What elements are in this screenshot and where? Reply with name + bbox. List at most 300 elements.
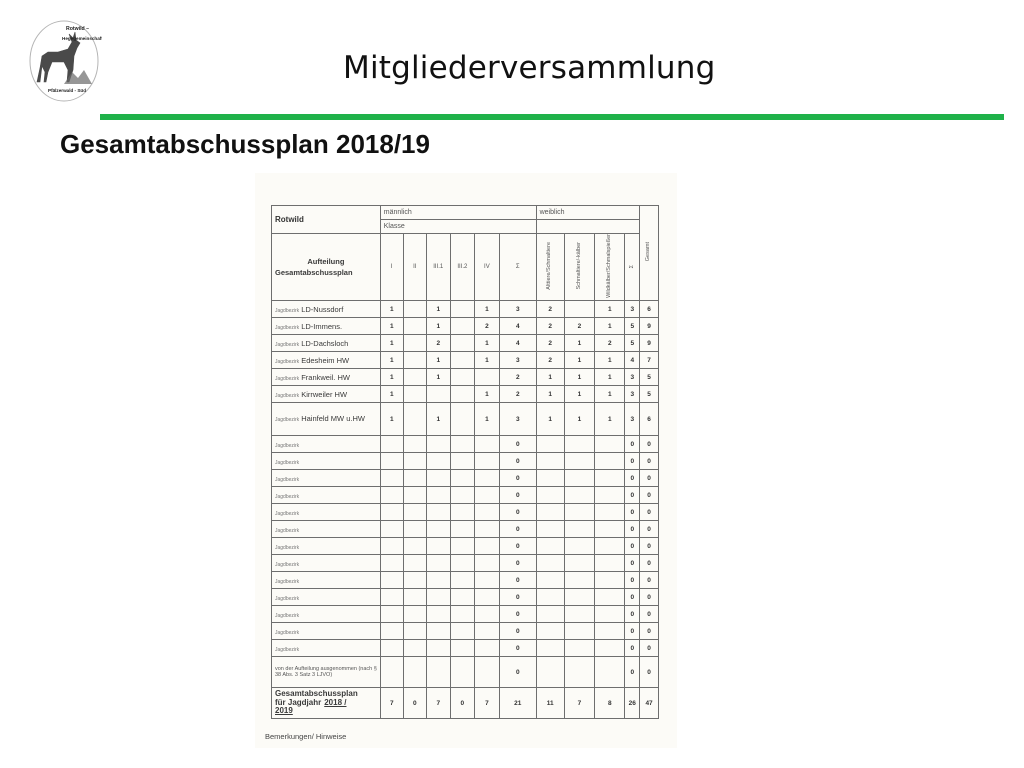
value-cell: 1 [380,386,403,403]
value-cell [426,386,450,403]
value-cell: 0 [499,436,536,453]
value-cell: 1 [380,352,403,369]
district-name-cell [272,487,381,504]
value-cell: 0 [450,688,474,719]
value-cell: 2 [536,318,564,335]
value-cell [426,589,450,606]
value-cell [595,623,625,640]
female-class-blank [536,220,640,234]
row-header-line1: Aufteilung [307,256,345,266]
value-cell [450,352,474,369]
value-cell [450,555,474,572]
value-cell [403,521,426,538]
table-row [272,606,659,623]
district-prefix: Jagdbezirk [275,341,300,348]
value-cell [564,572,594,589]
table-row [272,555,659,572]
value-cell: 0 [640,521,659,538]
value-cell [564,606,594,623]
value-cell: 0 [625,538,640,555]
value-cell [564,589,594,606]
value-cell [450,403,474,436]
value-cell: 0 [499,521,536,538]
value-cell: 1 [536,386,564,403]
value-cell: 1 [426,318,450,335]
value-cell: 0 [625,572,640,589]
value-cell [474,487,499,504]
value-cell [474,453,499,470]
value-cell: 2 [536,352,564,369]
value-cell [403,352,426,369]
value-cell: 0 [499,453,536,470]
value-cell [426,453,450,470]
value-cell: 1 [474,335,499,352]
value-cell: 1 [595,403,625,436]
total-label-line3 [275,707,380,716]
value-cell: 0 [499,640,536,657]
value-cell [403,487,426,504]
value-cell [403,301,426,318]
value-cell [536,640,564,657]
class-label: Klasse [380,220,536,234]
value-cell [595,657,625,688]
value-cell [474,436,499,453]
value-cell: 0 [640,589,659,606]
value-cell [536,623,564,640]
value-cell [426,555,450,572]
value-cell: 1 [380,403,403,436]
district-name: LD-Dachsloch [301,338,349,348]
value-cell [595,589,625,606]
value-cell [450,436,474,453]
logo [28,16,102,106]
district-name-cell [272,436,381,453]
remarks-label: Bemerkungen/ Hinweise [265,732,347,741]
value-cell: 4 [499,335,536,352]
value-cell [426,623,450,640]
value-cell [403,657,426,688]
value-cell [595,606,625,623]
value-cell [426,640,450,657]
value-cell: 7 [640,352,659,369]
value-cell [403,470,426,487]
class-header: I [380,234,403,301]
male-header: männlich [380,206,536,220]
value-cell: 0 [499,487,536,504]
value-cell: 0 [499,657,536,688]
value-cell: 0 [640,436,659,453]
total-label-year-b: 2019 [275,706,293,716]
district-name-cell [272,504,381,521]
value-cell: 1 [380,301,403,318]
value-cell [595,521,625,538]
district-prefix: Jagdbezirk [275,629,300,636]
value-cell [564,555,594,572]
value-cell [536,436,564,453]
value-cell: 0 [625,589,640,606]
value-cell [536,657,564,688]
value-cell [380,606,403,623]
value-cell: 1 [380,335,403,352]
value-cell [450,640,474,657]
table-row [272,369,659,386]
value-cell: 0 [625,453,640,470]
district-name-cell [272,369,381,386]
table-row [272,335,659,352]
value-cell: 1 [474,403,499,436]
value-cell: 1 [536,369,564,386]
value-cell: 0 [640,606,659,623]
value-cell [450,504,474,521]
value-cell [536,453,564,470]
value-cell [380,657,403,688]
table-row [272,301,659,318]
table-row [272,403,659,436]
value-cell [403,555,426,572]
district-name-cell [272,521,381,538]
value-cell [403,453,426,470]
value-cell: 1 [595,352,625,369]
district-prefix: Jagdbezirk [275,392,300,399]
table-row [272,589,659,606]
value-cell: 1 [564,403,594,436]
class-header: II [403,234,426,301]
value-cell [474,538,499,555]
value-cell: 0 [640,453,659,470]
value-cell [595,555,625,572]
value-cell [564,453,594,470]
value-cell: 0 [625,470,640,487]
district-prefix: Jagdbezirk [275,324,300,331]
class-header: IV [474,234,499,301]
district-prefix: Jagdbezirk [275,578,300,585]
total-label [272,688,381,719]
value-cell [564,521,594,538]
table-row [272,538,659,555]
value-cell [474,640,499,657]
value-cell [450,623,474,640]
exempt-label: von der Aufteilung ausgenommen (nach § 38 Abs. 3 Satz 3 LJVO) [272,657,381,688]
table-row [272,386,659,403]
class-header-sum: Σ [499,234,536,301]
value-cell [536,589,564,606]
district-prefix: Jagdbezirk [275,307,300,314]
class-header [595,234,625,301]
district-prefix: Jagdbezirk [275,375,300,382]
value-cell [474,572,499,589]
value-cell [380,623,403,640]
value-cell: 0 [640,572,659,589]
value-cell: 0 [499,504,536,521]
value-cell: 1 [474,386,499,403]
district-prefix: Jagdbezirk [275,561,300,568]
value-cell [426,504,450,521]
value-cell: 0 [625,623,640,640]
value-cell [450,453,474,470]
value-cell: 1 [536,403,564,436]
value-cell [426,572,450,589]
table-row [272,453,659,470]
value-cell: 0 [499,589,536,606]
district-name-cell [272,386,381,403]
district-prefix: Jagdbezirk [275,442,300,449]
value-cell [450,335,474,352]
value-cell: 2 [564,318,594,335]
value-cell: 1 [474,301,499,318]
value-cell [564,504,594,521]
value-cell [450,589,474,606]
value-cell: 0 [625,487,640,504]
value-cell: 0 [625,521,640,538]
value-cell [450,538,474,555]
value-cell [380,521,403,538]
table-row [272,572,659,589]
logo-graphic [28,16,102,106]
table-row [272,352,659,369]
logo-text-1: Rotwild – [66,26,90,32]
value-cell [564,436,594,453]
value-cell [474,369,499,386]
value-cell [380,436,403,453]
district-name: LD-Immens. [301,321,343,331]
value-cell: 0 [499,538,536,555]
value-cell [380,572,403,589]
value-cell [403,640,426,657]
title-divider [100,114,1004,120]
value-cell: 1 [595,369,625,386]
value-cell [380,555,403,572]
table-row [272,504,659,521]
value-cell: 1 [426,352,450,369]
class-header-label: Schmaltiere/-kälber [575,242,582,290]
value-cell [474,623,499,640]
value-cell: 9 [640,318,659,335]
value-cell [426,538,450,555]
value-cell: 3 [499,352,536,369]
district-name: Edesheim HW [301,355,350,365]
value-cell [403,589,426,606]
value-cell: 1 [564,369,594,386]
value-cell [380,453,403,470]
class-header [536,234,564,301]
value-cell [595,640,625,657]
value-cell: 0 [640,470,659,487]
value-cell [536,521,564,538]
district-prefix: Jagdbezirk [275,646,300,653]
value-cell [450,606,474,623]
value-cell [450,487,474,504]
value-cell [450,470,474,487]
value-cell: 0 [499,606,536,623]
value-cell [403,335,426,352]
table-row [272,521,659,538]
table-row [272,640,659,657]
value-cell [450,386,474,403]
district-prefix: Jagdbezirk [275,493,300,500]
district-prefix: Jagdbezirk [275,459,300,466]
value-cell: 1 [474,352,499,369]
value-cell: 2 [426,335,450,352]
value-cell: 0 [640,487,659,504]
value-cell: 6 [640,403,659,436]
total-label-line1: Gesamtabschussplan [275,688,358,698]
value-cell: 0 [625,436,640,453]
value-cell [474,504,499,521]
row-header-line2: Gesamtabschussplan [275,268,353,277]
value-cell: 2 [595,335,625,352]
value-cell [450,572,474,589]
class-header-label: Alttiere/Schmaltiere [546,242,553,290]
value-cell: 3 [499,301,536,318]
value-cell: 1 [426,301,450,318]
district-name-cell [272,335,381,352]
value-cell [380,487,403,504]
value-cell [403,538,426,555]
district-name-cell [272,352,381,369]
value-cell: 0 [640,640,659,657]
logo-text-2: Hegegemeinschaft [62,36,102,41]
value-cell: 3 [625,369,640,386]
value-cell: 5 [640,369,659,386]
value-cell [474,521,499,538]
district-prefix: Jagdbezirk [275,544,300,551]
total-label-year-a: 2018 / [324,697,347,707]
value-cell: 0 [625,606,640,623]
value-cell: 1 [380,369,403,386]
logo-text-3: Pfälzerwald - Süd [48,88,87,93]
value-cell: 0 [640,504,659,521]
value-cell [380,640,403,657]
value-cell: 7 [564,688,594,719]
value-cell [564,538,594,555]
value-cell: 3 [625,386,640,403]
value-cell: 3 [625,403,640,436]
table-row [272,436,659,453]
value-cell [403,369,426,386]
total-header-label: Gesamt [645,242,652,262]
value-cell: 7 [474,688,499,719]
value-cell [595,436,625,453]
value-cell: 0 [403,688,426,719]
value-cell: 0 [640,555,659,572]
value-cell [403,572,426,589]
value-cell [403,318,426,335]
value-cell [380,504,403,521]
value-cell: 47 [640,688,659,719]
district-prefix: Jagdbezirk [275,510,300,517]
value-cell: 9 [640,335,659,352]
value-cell: 3 [499,403,536,436]
district-name-cell [272,623,381,640]
value-cell [403,436,426,453]
district-prefix: Jagdbezirk [275,476,300,483]
value-cell [564,640,594,657]
value-cell [595,572,625,589]
district-name: LD-Nussdorf [301,304,344,314]
row-header [272,234,381,301]
value-cell [564,470,594,487]
table-row [272,487,659,504]
value-cell: 11 [536,688,564,719]
value-cell [450,521,474,538]
value-cell [426,606,450,623]
value-cell: 2 [536,335,564,352]
value-cell: 2 [499,369,536,386]
value-cell [450,301,474,318]
value-cell [426,521,450,538]
value-cell: 21 [499,688,536,719]
value-cell: 26 [625,688,640,719]
value-cell [450,657,474,688]
value-cell [426,436,450,453]
total-row [272,688,659,719]
value-cell [380,470,403,487]
value-cell [403,623,426,640]
value-cell [595,470,625,487]
class-header-sum [625,234,640,301]
value-cell [536,470,564,487]
value-cell [595,453,625,470]
class-header: III.2 [450,234,474,301]
class-header [564,234,594,301]
class-header: III.1 [426,234,450,301]
value-cell: 1 [595,318,625,335]
district-name-cell [272,403,381,436]
value-cell: 1 [564,335,594,352]
table-row [272,470,659,487]
species-cell: Rotwild [272,206,381,234]
value-cell [564,623,594,640]
value-cell: 1 [426,403,450,436]
value-cell [474,555,499,572]
value-cell: 0 [499,470,536,487]
value-cell [536,572,564,589]
total-header [640,206,659,301]
value-cell: 1 [564,386,594,403]
district-name-cell [272,538,381,555]
district-prefix: Jagdbezirk [275,595,300,602]
value-cell: 0 [625,504,640,521]
value-cell: 7 [380,688,403,719]
value-cell [595,487,625,504]
value-cell: 1 [595,386,625,403]
value-cell [426,657,450,688]
value-cell: 5 [625,335,640,352]
value-cell [474,606,499,623]
value-cell: 0 [499,623,536,640]
value-cell [474,470,499,487]
value-cell: 1 [595,301,625,318]
value-cell [595,504,625,521]
value-cell [564,301,594,318]
district-name-cell [272,318,381,335]
value-cell: 5 [625,318,640,335]
district-name-cell [272,555,381,572]
value-cell [403,504,426,521]
value-cell: 4 [625,352,640,369]
value-cell: 1 [426,369,450,386]
value-cell: 4 [499,318,536,335]
slide-title: Mitgliederversammlung [343,50,716,86]
class-header-label: Wildkälber/Schmalspießer [606,234,613,298]
value-cell: 7 [426,688,450,719]
value-cell [403,403,426,436]
value-cell [450,318,474,335]
value-cell: 2 [536,301,564,318]
value-cell: 3 [625,301,640,318]
table-row [272,318,659,335]
value-cell [536,538,564,555]
